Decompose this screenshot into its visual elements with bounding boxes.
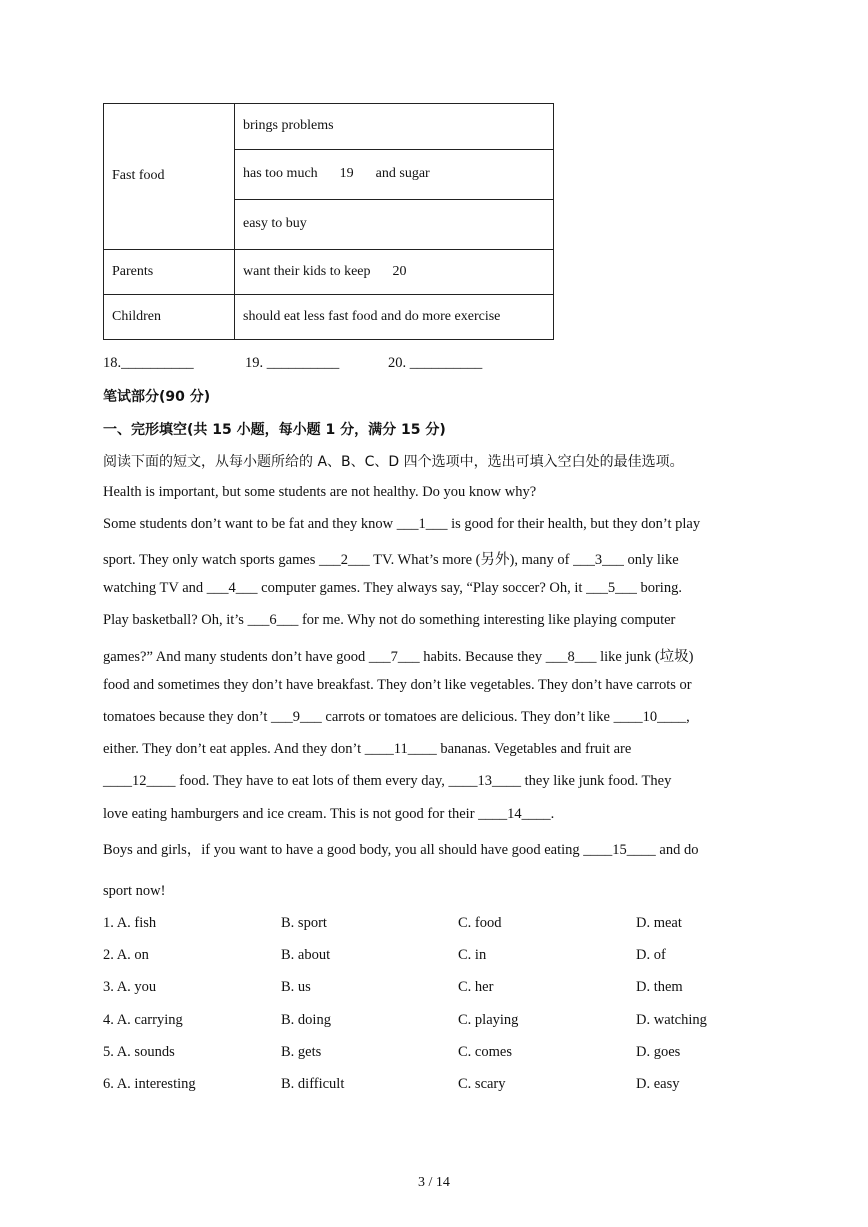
option-a: 4. A. carrying (103, 1012, 183, 1028)
option-a: 3. A. you (103, 979, 157, 995)
passage-line: sport now! (103, 883, 166, 899)
table-cell: brings problems (235, 104, 554, 150)
table-cell: easy to buy (235, 200, 554, 250)
option-b: B. difficult (281, 1076, 345, 1092)
option-d: D. meat (636, 915, 682, 931)
table-cell: should eat less fast food and do more exercise (235, 295, 554, 340)
option-a: 6. A. interesting (103, 1076, 196, 1092)
option-b: B. gets (281, 1044, 322, 1060)
option-d: D. goes (636, 1044, 681, 1060)
option-b: B. doing (281, 1012, 331, 1028)
passage-line: Play basketball? Oh, it’s ___6___ for me. Why not do something interesting like playing computer (103, 612, 676, 628)
option-b: B. us (281, 979, 311, 995)
option-b: B. about (281, 947, 331, 963)
children-label: Children (104, 295, 235, 340)
answer-blank-20: 20. __________ (388, 355, 483, 371)
passage-line: tomatoes because they don’t ___9___ carrots or tomatoes are delicious. They don’t like ____10____, (103, 709, 690, 725)
table-cell: has too much 19 and sugar (235, 150, 554, 200)
option-b: B. sport (281, 915, 327, 931)
option-a: 1. A. fish (103, 915, 157, 931)
option-d: D. watching (636, 1012, 707, 1028)
passage-line: sport. They only watch sports games ___2___ TV. What’s more (另外), many of ___3___ only like (103, 552, 679, 568)
option-c: C. comes (458, 1044, 512, 1060)
passage-line: food and sometimes they don’t have breakfast. They don’t like vegetables. They don’t have carrots or (103, 677, 692, 693)
passage-line: ____12____ food. They have to eat lots of them every day, ____13____ they like junk food. They (103, 773, 672, 789)
option-c: C. scary (458, 1076, 506, 1092)
fast-food-label: Fast food (104, 104, 235, 250)
answer-blank-18: 18.__________ (103, 355, 194, 371)
answer-blank-19: 19. __________ (245, 355, 340, 371)
section-cloze-title: 一、完形填空(共 15 小题，每小题 1 分，满分 15 分) (103, 422, 446, 438)
option-a: 2. A. on (103, 947, 149, 963)
passage-line: either. They don’t eat apples. And they don’t ____11____ bananas. Vegetables and fruit are (103, 741, 632, 757)
option-d: D. them (636, 979, 683, 995)
passage-line: games?” And many students don’t have good ___7___ habits. Because they ___8___ like junk (垃圾) (103, 649, 694, 665)
passage-line: Some students don’t want to be fat and they know ___1___ is good for their health, but they don’t play (103, 516, 701, 532)
option-a: 5. A. sounds (103, 1044, 175, 1060)
info-table (103, 103, 554, 340)
option-c: C. playing (458, 1012, 519, 1028)
passage-line: watching TV and ___4___ computer games. They always say, “Play soccer? Oh, it ___5___ boring. (103, 580, 682, 596)
page-number: 3 / 14 (418, 1175, 450, 1190)
passage-line: Boys and girls，if you want to have a good body, you all should have good eating ____15____ and do (103, 842, 699, 858)
parents-label: Parents (104, 250, 235, 295)
section-written-title: 笔试部分(90 分) (103, 389, 211, 405)
table-cell: want their kids to keep 20 (235, 250, 554, 295)
option-d: D. easy (636, 1076, 680, 1092)
passage-line: Health is important, but some students are not healthy. Do you know why? (103, 484, 537, 500)
option-c: C. her (458, 979, 494, 995)
option-c: C. food (458, 915, 502, 931)
option-d: D. of (636, 947, 666, 963)
section-instruction: 阅读下面的短文，从每小题所给的 A、B、C、D 四个选项中，选出可填入空白处的最佳选项。 (103, 454, 684, 470)
passage-line: love eating hamburgers and ice cream. This is not good for their ____14____. (103, 806, 555, 822)
option-c: C. in (458, 947, 487, 963)
